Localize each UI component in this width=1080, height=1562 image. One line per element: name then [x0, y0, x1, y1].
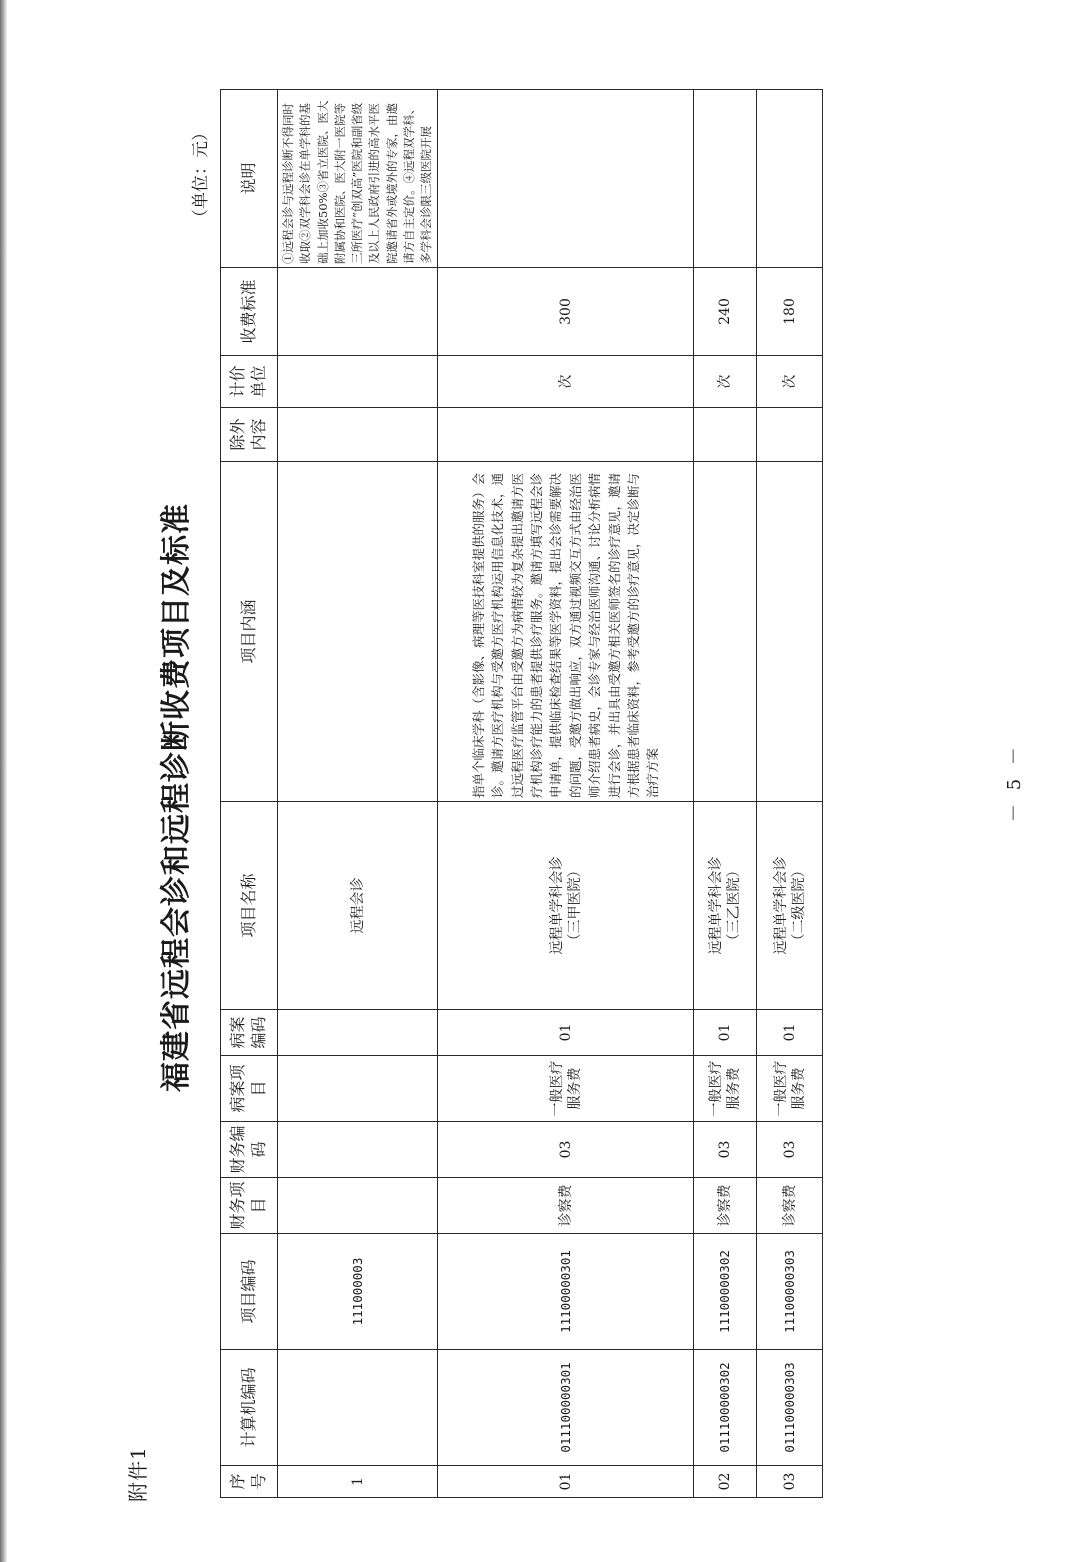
header-computer-code: 计算机编码: [221, 1350, 278, 1466]
header-seq: 序号: [221, 1466, 278, 1498]
cell-item-code: 11100000301: [438, 1234, 694, 1350]
header-case-item: 病案项目: [221, 1056, 278, 1122]
header-case-code: 病案编码: [221, 1010, 278, 1056]
cell-notes: ①远程会诊与远程诊断不得同时收取②双学科会诊在单学科的基础上加收50%③省立医院、医大附属协和医院、医大附一医院等三所医疗“创双高”医院和副省级及以上人民政府引进的高水平医院邀请省外或境外的专家，由邀请方自主定价。④远程双学科、多学科会诊限三级医院开展: [278, 90, 438, 268]
header-item-code: 项目编码: [221, 1234, 278, 1350]
cell-item-content: 指单个临床学科（含影像、病理等医技科室提供的服务）会诊。邀请方医疗机构与受邀方医疗机构运用信息化技术，通过远程医疗监管平台由受邀方为病情较为复杂提出邀请方医疗机构诊疗能力的患者提供诊疗服务。邀请方填写远程会诊申请单，提供临床检查结果等医学资料，提出会诊需要解决的问题，受邀方做出响应，双方通过视频交互方式由经治医师介绍患者病史，会诊专家与经治医师沟通、讨论分析病情进行会诊，并出具由受邀方相关医师签名的诊疗意见，邀请方根据患者临床资料，参考受邀方的诊疗意见，决定诊断与治疗方案: [438, 462, 694, 802]
cell-computer-code: 011100000302: [694, 1350, 757, 1466]
document-title: 福建省远程会诊和远程诊断收费项目及标准: [159, 503, 194, 1092]
item-name-tier: （二级医院）: [790, 863, 807, 948]
cell-finance-item: 诊察费: [438, 1178, 694, 1234]
item-name-main: 远程单学科会诊: [708, 856, 725, 955]
cell-notes: [757, 90, 823, 268]
cell-fee: 240: [694, 268, 757, 356]
cell-item-name: [438, 802, 694, 1010]
cell-item-code: 111000003: [278, 1234, 438, 1350]
cell-exclusions: [438, 408, 694, 462]
header-finance-item: 财务项目: [221, 1178, 278, 1234]
header-unit: 计价单位: [221, 356, 278, 408]
item-name-main: 远程单学科会诊: [772, 856, 789, 955]
cell-finance-code: 03: [757, 1122, 823, 1178]
cell-computer-code: [278, 1350, 438, 1466]
page-number: － 5 －: [1004, 743, 1025, 822]
item-name-main: 远程单学科会诊: [548, 856, 565, 955]
cell-case-item: 一般医疗服务费: [757, 1056, 823, 1122]
cell-exclusions: [278, 408, 438, 462]
cell-case-item: 一般医疗服务费: [694, 1056, 757, 1122]
cell-unit: 次: [694, 356, 757, 408]
cell-computer-code: 011100000301: [438, 1350, 694, 1466]
cell-item-name: [694, 802, 757, 1010]
table-row-single-discipline-tier3a: [438, 90, 694, 1498]
cell-unit: 次: [757, 356, 823, 408]
cell-computer-code: 011100000303: [757, 1350, 823, 1466]
cell-finance-code: 03: [438, 1122, 694, 1178]
cell-finance-code: [278, 1122, 438, 1178]
cell-finance-item: [278, 1178, 438, 1234]
cell-unit: [278, 356, 438, 408]
cell-exclusions: [694, 408, 757, 462]
header-fee: 收费标准: [221, 268, 278, 356]
cell-finance-item: 诊察费: [694, 1178, 757, 1234]
cell-case-code: [278, 1010, 438, 1056]
cell-item-content: [757, 462, 823, 802]
cell-fee: [278, 268, 438, 356]
header-item-name: 项目名称: [221, 802, 278, 1010]
cell-case-code: 01: [757, 1010, 823, 1056]
table-row-remote-consultation: [278, 90, 438, 1498]
cell-exclusions: [757, 408, 823, 462]
cell-unit: 次: [438, 356, 694, 408]
table-row-single-discipline-tier2: [757, 90, 823, 1498]
cell-item-content: [278, 462, 438, 802]
header-notes: 说明: [221, 90, 278, 268]
cell-seq: 1: [278, 1466, 438, 1498]
fee-standard-table: [220, 89, 823, 1498]
cell-case-item: 一般医疗服务费: [438, 1056, 694, 1122]
header-finance-code: 财务编码: [221, 1122, 278, 1178]
cell-fee: 300: [438, 268, 694, 356]
table-row-single-discipline-tier3b: [694, 90, 757, 1498]
cell-item-name: [757, 802, 823, 1010]
item-name-tier: （三甲医院）: [566, 863, 583, 948]
cell-item-code: 11100000303: [757, 1234, 823, 1350]
cell-case-code: 01: [438, 1010, 694, 1056]
cell-notes: [694, 90, 757, 268]
cell-case-code: 01: [694, 1010, 757, 1056]
cell-finance-code: 03: [694, 1122, 757, 1178]
cell-fee: 180: [757, 268, 823, 356]
attachment-label: 附件1: [126, 1446, 150, 1502]
cell-item-code: 11100000302: [694, 1234, 757, 1350]
header-item-content: 项目内涵: [221, 462, 278, 802]
cell-seq: 01: [438, 1466, 694, 1498]
item-name-tier: （三乙医院）: [726, 863, 743, 948]
cell-case-item: [278, 1056, 438, 1122]
table-header-row: [221, 90, 278, 1498]
cell-finance-item: 诊察费: [757, 1178, 823, 1234]
cell-item-name: 远程会诊: [278, 802, 438, 1010]
cell-seq: 03: [757, 1466, 823, 1498]
unit-note: （单位：元）: [191, 124, 211, 226]
cell-notes: [438, 90, 694, 268]
cell-item-content: [694, 462, 757, 802]
cell-seq: 02: [694, 1466, 757, 1498]
header-exclusions: 除外内容: [221, 408, 278, 462]
